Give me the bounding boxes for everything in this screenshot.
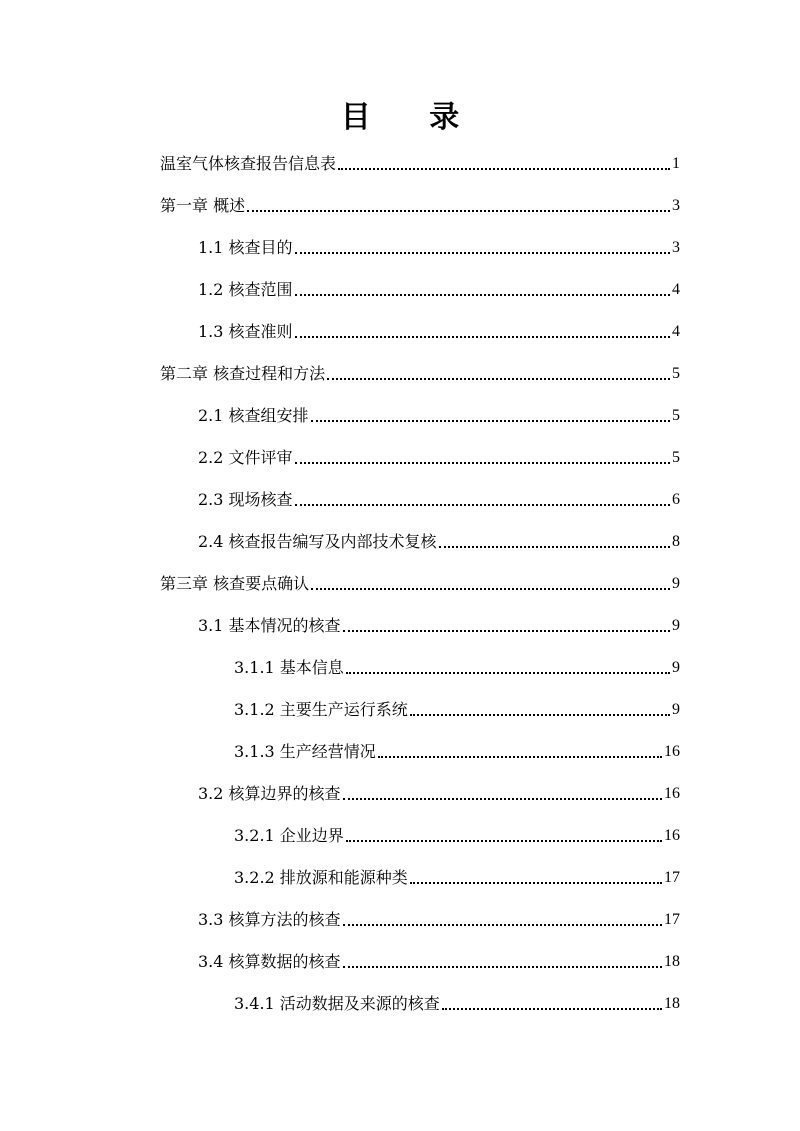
- toc-entry-info-table[interactable]: [160, 146, 680, 174]
- page-title: 目 录: [340, 100, 484, 135]
- toc-entry-page: 5: [672, 407, 680, 424]
- toc-entry-1-2[interactable]: [198, 272, 680, 300]
- toc-entry-3-4-1[interactable]: [234, 986, 680, 1014]
- dot-leader: [295, 294, 670, 296]
- dot-leader: [439, 546, 670, 548]
- toc-entry-label: 1.1 核查目的: [198, 238, 293, 257]
- dot-leader: [247, 210, 670, 212]
- toc-entry-label: 2.4 核查报告编写及内部技术复核: [198, 532, 437, 551]
- dot-leader: [295, 504, 670, 506]
- dot-leader: [327, 378, 670, 380]
- toc-entry-page: 17: [664, 869, 680, 886]
- toc-entry-page: 3: [672, 239, 680, 256]
- dot-leader: [295, 252, 670, 254]
- toc-entry-3-3[interactable]: [198, 902, 680, 930]
- toc-entry-3-4[interactable]: [198, 944, 680, 972]
- dot-leader: [343, 630, 670, 632]
- toc-entry-3-2-1[interactable]: [234, 818, 680, 846]
- toc-entry-label: 3.2 核算边界的核查: [198, 784, 341, 803]
- toc-entry-label: 3.4 核算数据的核查: [198, 952, 341, 971]
- toc-entry-label: 3.1.3 生产经营情况: [234, 742, 376, 761]
- toc-entry-label: 3.1 基本情况的核查: [198, 616, 341, 635]
- toc-entry-3-2-2[interactable]: [234, 860, 680, 888]
- toc-entry-label: 第二章 核查过程和方法: [160, 364, 326, 383]
- dot-leader: [343, 924, 662, 926]
- dot-leader: [410, 714, 670, 716]
- toc-entry-page: 9: [672, 617, 680, 634]
- toc-entry-chapter-2[interactable]: [160, 356, 680, 384]
- toc-entry-3-1-3[interactable]: [234, 734, 680, 762]
- toc-entry-page: 16: [664, 785, 680, 802]
- toc-entry-page: 17: [664, 911, 680, 928]
- toc-entry-page: 16: [664, 827, 680, 844]
- toc-entry-3-1-2[interactable]: [234, 692, 680, 720]
- toc-entry-page: 4: [672, 281, 680, 298]
- toc-entry-page: 9: [672, 575, 680, 592]
- toc-entry-label: 3.2.2 排放源和能源种类: [234, 868, 408, 887]
- toc-entry-page: 5: [672, 365, 680, 382]
- toc-entry-label: 1.3 核查准则: [198, 322, 293, 341]
- dot-leader: [442, 1008, 662, 1010]
- toc-entry-page: 6: [672, 491, 680, 508]
- toc-entry-label: 第三章 核查要点确认: [160, 574, 310, 593]
- toc-entry-page: 3: [672, 197, 680, 214]
- dot-leader: [311, 420, 670, 422]
- toc-entry-label: 3.2.1 企业边界: [234, 826, 344, 845]
- toc-entry-label: 温室气体核查报告信息表: [160, 154, 337, 173]
- toc-entry-3-1[interactable]: [198, 608, 680, 636]
- toc-entry-page: 9: [672, 701, 680, 718]
- toc-entry-page: 16: [664, 743, 680, 760]
- toc-entry-page: 1: [672, 155, 680, 172]
- toc-entry-1-1[interactable]: [198, 230, 680, 258]
- toc-entry-label: 3.3 核算方法的核查: [198, 910, 341, 929]
- toc-entry-page: 8: [672, 533, 680, 550]
- toc-entry-label: 2.2 文件评审: [198, 448, 293, 467]
- toc-entry-chapter-1[interactable]: [160, 188, 680, 216]
- toc-entry-chapter-3[interactable]: [160, 566, 680, 594]
- toc-entry-2-1[interactable]: [198, 398, 680, 426]
- dot-leader: [311, 588, 670, 590]
- dot-leader: [378, 756, 662, 758]
- dot-leader: [295, 462, 670, 464]
- toc-entry-label: 3.1.2 主要生产运行系统: [234, 700, 408, 719]
- dot-leader: [346, 840, 662, 842]
- toc-entry-label: 3.4.1 活动数据及来源的核查: [234, 994, 440, 1013]
- toc-entry-2-3[interactable]: [198, 482, 680, 510]
- toc-entry-label: 2.3 现场核查: [198, 490, 293, 509]
- toc-entry-page: 5: [672, 449, 680, 466]
- dot-leader: [343, 966, 662, 968]
- dot-leader: [410, 882, 662, 884]
- toc-entry-label: 3.1.1 基本信息: [234, 658, 344, 677]
- toc-entry-2-2[interactable]: [198, 440, 680, 468]
- toc-entry-page: 9: [672, 659, 680, 676]
- toc-entry-2-4[interactable]: [198, 524, 680, 552]
- toc-entry-label: 2.1 核查组安排: [198, 406, 309, 425]
- toc-entry-label: 第一章 概述: [160, 196, 246, 215]
- toc-entry-1-3[interactable]: [198, 314, 680, 342]
- toc-entry-page: 18: [664, 953, 680, 970]
- dot-leader: [343, 798, 662, 800]
- dot-leader: [346, 672, 670, 674]
- toc-entry-page: 4: [672, 323, 680, 340]
- dot-leader: [338, 168, 670, 170]
- toc-entry-label: 1.2 核查范围: [198, 280, 293, 299]
- toc-entry-3-1-1[interactable]: [234, 650, 680, 678]
- toc-entry-3-2[interactable]: [198, 776, 680, 804]
- dot-leader: [295, 336, 670, 338]
- toc-entry-page: 18: [664, 995, 680, 1012]
